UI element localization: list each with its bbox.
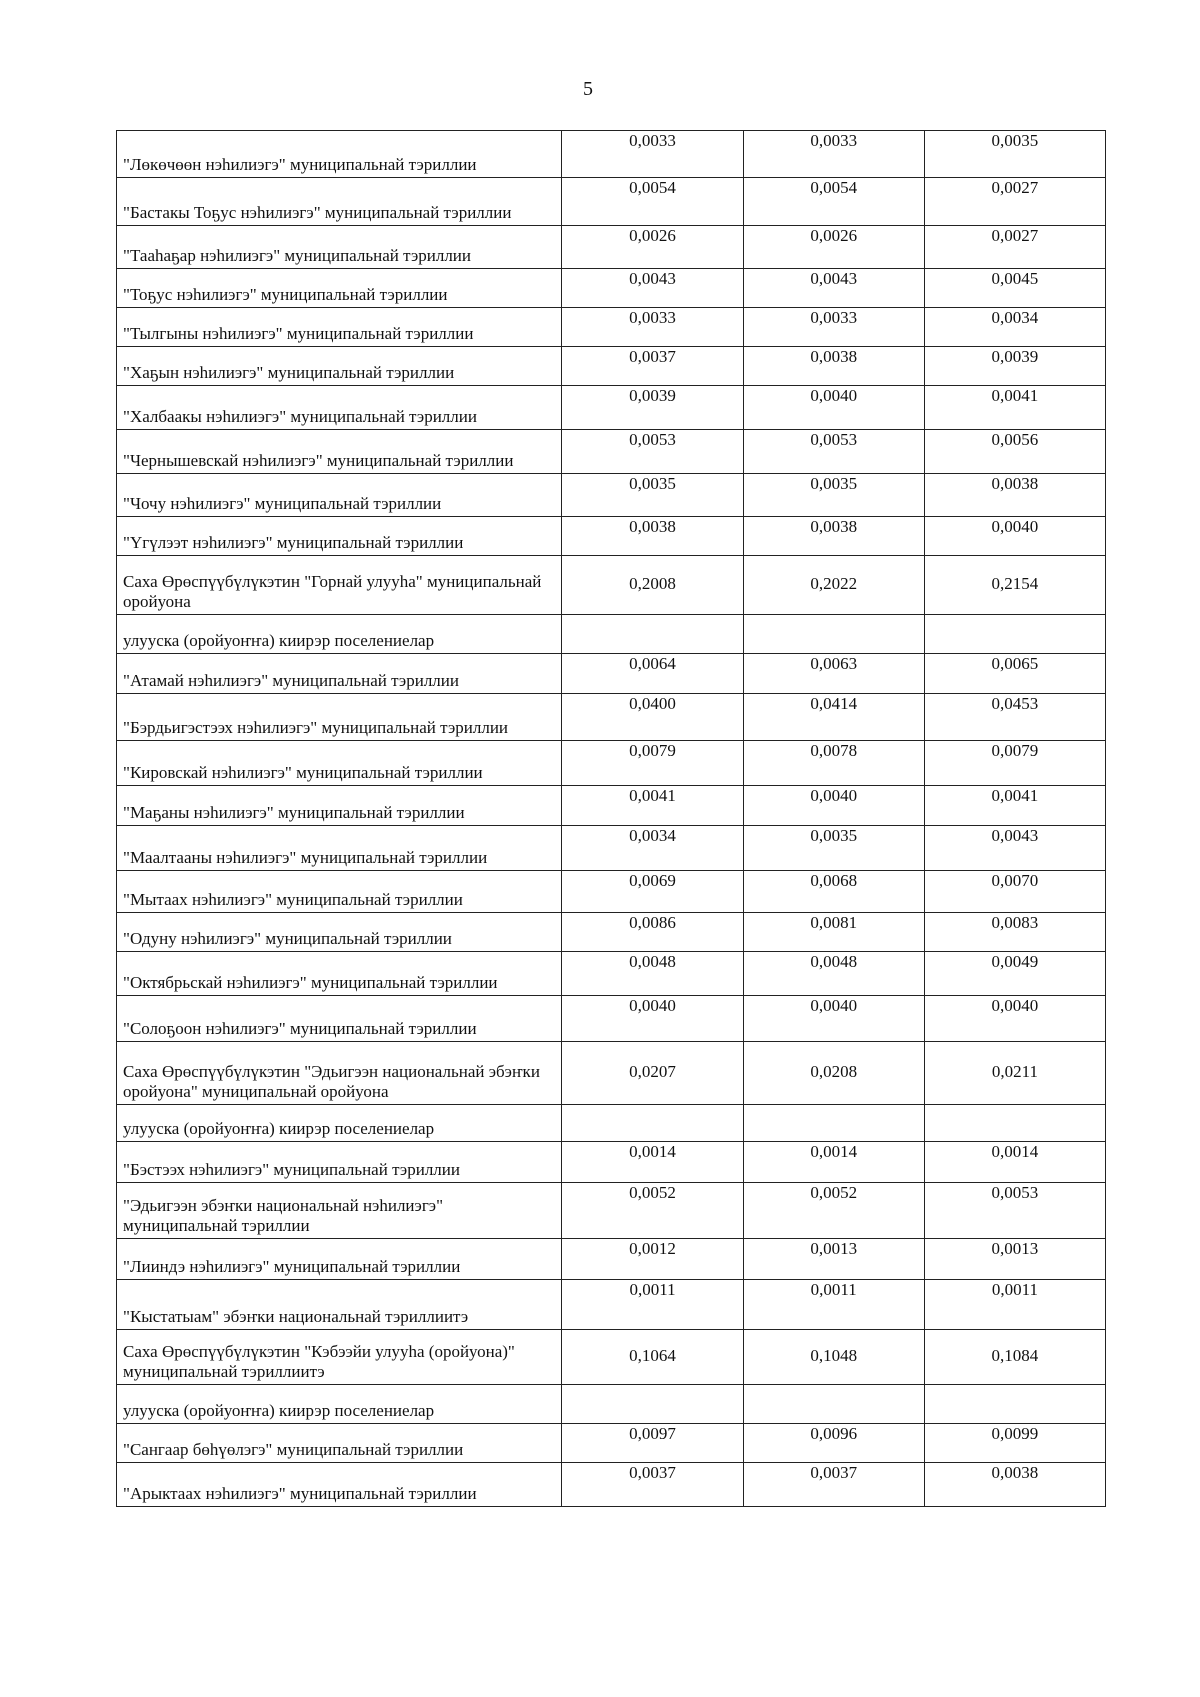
coefficient-cell-3: 0,0043 <box>924 826 1105 871</box>
coefficient-cell-3: 0,0035 <box>924 131 1105 178</box>
coefficient-cell-3: 0,0014 <box>924 1142 1105 1183</box>
table-row <box>117 1042 1106 1105</box>
table-row <box>117 1239 1106 1280</box>
table-row <box>117 517 1106 556</box>
coefficient-cell-2: 0,1048 <box>743 1330 924 1385</box>
coefficient-cell-2: 0,0040 <box>743 386 924 430</box>
coefficient-cell-3: 0,0065 <box>924 654 1105 694</box>
table-row <box>117 131 1106 178</box>
municipality-name-cell: "Чернышевскай нэһилиэгэ" муниципальнай тэриллии <box>117 430 562 474</box>
table-row <box>117 1105 1106 1142</box>
coefficient-cell-3: 0,0053 <box>924 1183 1105 1239</box>
coefficient-cell-2: 0,2022 <box>743 556 924 615</box>
coefficient-cell-1: 0,0037 <box>562 1463 743 1507</box>
municipality-name-cell: Саха Өрөспүүбүлүкэтин "Эдьигээн национальнай эбэҥки оройуона" муниципальнай оройуона <box>117 1042 562 1105</box>
table-row <box>117 654 1106 694</box>
coefficient-cell-3: 0,0040 <box>924 517 1105 556</box>
coefficient-cell-1: 0,0207 <box>562 1042 743 1105</box>
coefficient-cell-1: 0,0034 <box>562 826 743 871</box>
table-row <box>117 952 1106 996</box>
page-number: 5 <box>583 78 593 100</box>
table-row <box>117 269 1106 308</box>
coefficient-cell-1: 0,0097 <box>562 1424 743 1463</box>
coefficient-cell-1: 0,0053 <box>562 430 743 474</box>
table-row <box>117 556 1106 615</box>
coefficient-cell-1: 0,1064 <box>562 1330 743 1385</box>
coefficient-cell-2: 0,0038 <box>743 347 924 386</box>
municipality-name-cell: "Бэстээх нэһилиэгэ" муниципальнай тэриллии <box>117 1142 562 1183</box>
municipality-name-cell: "Чочу нэһилиэгэ" муниципальнай тэриллии <box>117 474 562 517</box>
coefficient-cell-1 <box>562 1105 743 1142</box>
coefficient-cell-3: 0,0040 <box>924 996 1105 1042</box>
coefficient-cell-3 <box>924 615 1105 654</box>
coefficient-cell-3: 0,0039 <box>924 347 1105 386</box>
coefficient-cell-3 <box>924 1105 1105 1142</box>
municipality-name-cell: Саха Өрөспүүбүлүкэтин "Кэбээйи улууһа (оройуона)" муниципальнай тэриллиитэ <box>117 1330 562 1385</box>
municipality-name-cell: "Хаҕын нэһилиэгэ" муниципальнай тэриллии <box>117 347 562 386</box>
coefficient-cell-3: 0,0027 <box>924 178 1105 226</box>
coefficient-cell-2: 0,0052 <box>743 1183 924 1239</box>
table-body <box>117 131 1106 1507</box>
coefficient-cell-2: 0,0037 <box>743 1463 924 1507</box>
table-row <box>117 386 1106 430</box>
municipality-name-cell: "Маҕаны нэһилиэгэ" муниципальнай тэриллии <box>117 786 562 826</box>
coefficient-cell-1: 0,0054 <box>562 178 743 226</box>
coefficient-cell-3: 0,0034 <box>924 308 1105 347</box>
municipality-name-cell: "Солоҕоон нэһилиэгэ" муниципальнай тэриллии <box>117 996 562 1042</box>
coefficient-cell-3: 0,0079 <box>924 741 1105 786</box>
municipality-name-cell: "Кыстатыам" эбэҥки национальнай тэриллиитэ <box>117 1280 562 1330</box>
municipality-name-cell: "Бастакы Тоҕус нэһилиэгэ" муниципальнай тэриллии <box>117 178 562 226</box>
coefficient-cell-2: 0,0063 <box>743 654 924 694</box>
coefficient-cell-2: 0,0043 <box>743 269 924 308</box>
coefficient-cell-3: 0,0013 <box>924 1239 1105 1280</box>
coefficient-cell-2 <box>743 1385 924 1424</box>
coefficient-cell-2: 0,0068 <box>743 871 924 913</box>
municipality-name-cell: улууска (оройуоҥҥа) киирэр поселениелар <box>117 1105 562 1142</box>
coefficient-cell-2: 0,0053 <box>743 430 924 474</box>
coefficient-cell-2: 0,0078 <box>743 741 924 786</box>
table-row <box>117 871 1106 913</box>
coefficient-cell-1: 0,0033 <box>562 131 743 178</box>
coefficient-cell-1: 0,0033 <box>562 308 743 347</box>
table-row <box>117 430 1106 474</box>
coefficient-cell-1: 0,0400 <box>562 694 743 741</box>
coefficient-cell-2: 0,0054 <box>743 178 924 226</box>
coefficient-cell-2: 0,0048 <box>743 952 924 996</box>
coefficient-cell-3: 0,0041 <box>924 386 1105 430</box>
municipality-name-cell: Саха Өрөспүүбүлүкэтин "Горнай улууһа" муниципальнай оройуона <box>117 556 562 615</box>
municipality-name-cell: "Кировскай нэһилиэгэ" муниципальнай тэриллии <box>117 741 562 786</box>
coefficient-cell-1: 0,0043 <box>562 269 743 308</box>
table-row <box>117 1183 1106 1239</box>
coefficient-cell-3: 0,0011 <box>924 1280 1105 1330</box>
coefficient-cell-1: 0,0041 <box>562 786 743 826</box>
coefficient-cell-1: 0,0064 <box>562 654 743 694</box>
coefficient-cell-2: 0,0040 <box>743 996 924 1042</box>
coefficient-cell-3: 0,0056 <box>924 430 1105 474</box>
table-row <box>117 694 1106 741</box>
table-row <box>117 474 1106 517</box>
municipality-name-cell: улууска (оройуоҥҥа) киирэр поселениелар <box>117 1385 562 1424</box>
municipality-name-cell: "Халбаакы нэһилиэгэ" муниципальнай тэриллии <box>117 386 562 430</box>
coefficient-cell-2 <box>743 615 924 654</box>
table-row <box>117 1424 1106 1463</box>
coefficient-cell-2: 0,0013 <box>743 1239 924 1280</box>
coefficient-cell-1: 0,0086 <box>562 913 743 952</box>
coefficient-cell-3: 0,0027 <box>924 226 1105 269</box>
table-row <box>117 1280 1106 1330</box>
table-row <box>117 826 1106 871</box>
table-row <box>117 1142 1106 1183</box>
municipality-name-cell: "Маалтааны нэһилиэгэ" муниципальнай тэриллии <box>117 826 562 871</box>
coefficient-cell-3: 0,0099 <box>924 1424 1105 1463</box>
coefficient-cell-1: 0,0037 <box>562 347 743 386</box>
table-row <box>117 786 1106 826</box>
municipality-name-cell: "Тааһаҕар нэһилиэгэ" муниципальнай тэриллии <box>117 226 562 269</box>
coefficient-cell-1: 0,0039 <box>562 386 743 430</box>
municipality-name-cell: "Сангаар бөһүөлэгэ" муниципальнай тэриллии <box>117 1424 562 1463</box>
coefficient-cell-2: 0,0414 <box>743 694 924 741</box>
coefficient-cell-3: 0,2154 <box>924 556 1105 615</box>
coefficient-cell-2: 0,0033 <box>743 131 924 178</box>
municipality-name-cell: "Атамай нэһилиэгэ" муниципальнай тэриллии <box>117 654 562 694</box>
coefficient-cell-1: 0,0012 <box>562 1239 743 1280</box>
coefficient-cell-1: 0,0014 <box>562 1142 743 1183</box>
coefficient-cell-1: 0,2008 <box>562 556 743 615</box>
table-row <box>117 178 1106 226</box>
coefficient-cell-2: 0,0035 <box>743 826 924 871</box>
table-row <box>117 913 1106 952</box>
municipality-name-cell: улууска (оройуоҥҥа) киирэр поселениелар <box>117 615 562 654</box>
municipality-name-cell: "Мытаах нэһилиэгэ" муниципальнай тэриллии <box>117 871 562 913</box>
coefficient-cell-3: 0,0045 <box>924 269 1105 308</box>
table-row <box>117 1330 1106 1385</box>
coefficient-cell-3: 0,1084 <box>924 1330 1105 1385</box>
coefficient-cell-2: 0,0026 <box>743 226 924 269</box>
table-row <box>117 615 1106 654</box>
coefficient-cell-2: 0,0081 <box>743 913 924 952</box>
municipality-name-cell: "Арыктаах нэһилиэгэ" муниципальнай тэриллии <box>117 1463 562 1507</box>
coefficient-cell-1 <box>562 1385 743 1424</box>
municipality-name-cell: "Октябрьскай нэһилиэгэ" муниципальнай тэриллии <box>117 952 562 996</box>
coefficient-cell-1: 0,0069 <box>562 871 743 913</box>
coefficient-cell-3: 0,0041 <box>924 786 1105 826</box>
municipality-name-cell: "Одуну нэһилиэгэ" муниципальнай тэриллии <box>117 913 562 952</box>
coefficient-cell-3: 0,0211 <box>924 1042 1105 1105</box>
municipality-name-cell: "Үгүлээт нэһилиэгэ" муниципальнай тэриллии <box>117 517 562 556</box>
coefficient-cell-2 <box>743 1105 924 1142</box>
coefficient-cell-2: 0,0208 <box>743 1042 924 1105</box>
coefficient-cell-2: 0,0014 <box>743 1142 924 1183</box>
coefficient-cell-1: 0,0040 <box>562 996 743 1042</box>
table-row <box>117 996 1106 1042</box>
coefficient-cell-2: 0,0038 <box>743 517 924 556</box>
coefficient-cell-1: 0,0035 <box>562 474 743 517</box>
table-row <box>117 347 1106 386</box>
table-row <box>117 308 1106 347</box>
coefficient-cell-2: 0,0040 <box>743 786 924 826</box>
coefficient-cell-1 <box>562 615 743 654</box>
coefficient-cell-1: 0,0048 <box>562 952 743 996</box>
municipality-name-cell: "Лииндэ нэһилиэгэ" муниципальнай тэриллии <box>117 1239 562 1280</box>
table-row <box>117 741 1106 786</box>
coefficient-cell-3: 0,0038 <box>924 474 1105 517</box>
municipality-name-cell: "Лөкөчөөн нэһилиэгэ" муниципальнай тэриллии <box>117 131 562 178</box>
municipality-name-cell: "Бэрдьигэстээх нэһилиэгэ" муниципальнай тэриллии <box>117 694 562 741</box>
table-row <box>117 226 1106 269</box>
table-row <box>117 1463 1106 1507</box>
municipality-name-cell: "Тоҕус нэһилиэгэ" муниципальнай тэриллии <box>117 269 562 308</box>
coefficient-cell-1: 0,0079 <box>562 741 743 786</box>
coefficient-cell-2: 0,0035 <box>743 474 924 517</box>
coefficient-cell-2: 0,0033 <box>743 308 924 347</box>
municipality-name-cell: "Тылгыны нэһилиэгэ" муниципальнай тэриллии <box>117 308 562 347</box>
coefficient-cell-3: 0,0083 <box>924 913 1105 952</box>
coefficients-table <box>116 130 1106 1507</box>
coefficient-cell-2: 0,0096 <box>743 1424 924 1463</box>
coefficient-cell-2: 0,0011 <box>743 1280 924 1330</box>
municipality-name-cell: "Эдьигээн эбэҥки национальнай нэһилиэгэ" муниципальнай тэриллии <box>117 1183 562 1239</box>
coefficient-cell-1: 0,0026 <box>562 226 743 269</box>
coefficient-cell-1: 0,0052 <box>562 1183 743 1239</box>
coefficient-cell-3: 0,0038 <box>924 1463 1105 1507</box>
coefficient-cell-3: 0,0049 <box>924 952 1105 996</box>
coefficient-cell-1: 0,0011 <box>562 1280 743 1330</box>
coefficient-cell-1: 0,0038 <box>562 517 743 556</box>
table-row <box>117 1385 1106 1424</box>
coefficient-cell-3 <box>924 1385 1105 1424</box>
coefficient-cell-3: 0,0453 <box>924 694 1105 741</box>
coefficient-cell-3: 0,0070 <box>924 871 1105 913</box>
